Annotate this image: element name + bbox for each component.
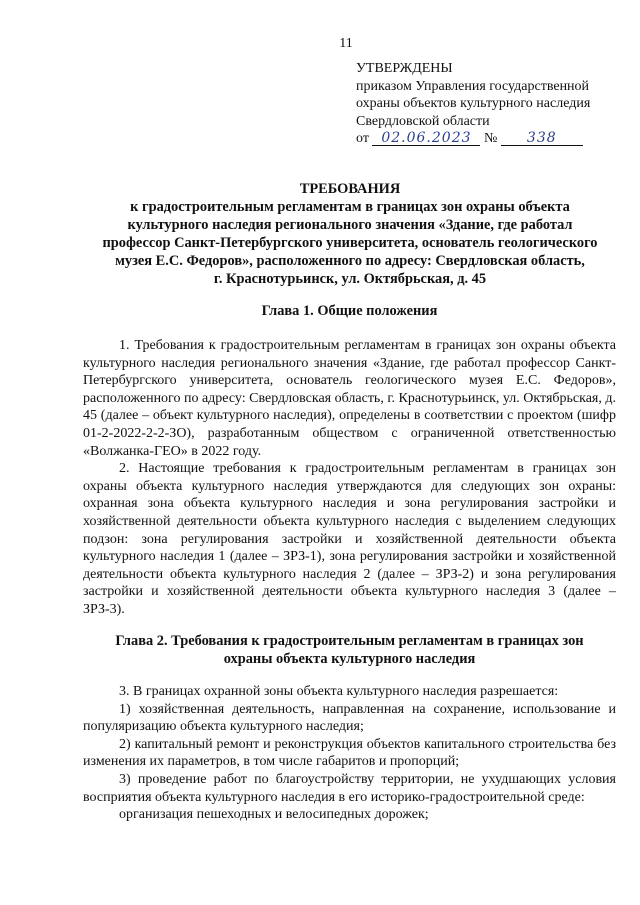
chapter-2-heading-wrap (83, 632, 616, 668)
date-signature: 02.06.2023 (381, 130, 472, 146)
title-heading: ТРЕБОВАНИЯ (299, 181, 401, 197)
title-line-3: профессор Санкт-Петербургского университета, основатель геологического (102, 235, 598, 251)
title-line-4: музея Е.С. Федоров», расположенного по адресу: Свердловская область, (115, 253, 585, 269)
approval-line-2: охраны объектов культурного наследия (356, 96, 591, 111)
chapter-1-heading: Глава 1. Общие положения (261, 303, 438, 319)
approval-date-row (356, 130, 626, 148)
list-item-1: 1) хозяйственная деятельность, направленная на сохранение, использование и популяризацию объекта культурного наследия; (83, 701, 616, 735)
list-item-2: 2) капитальный ремонт и реконструкция объектов капитального строительства без изменения их параметров, в том числе габаритов и пропорций; (83, 736, 616, 770)
paragraph-1: 1. Требования к градостроительным регламентам в границах зон охраны объекта культурного наследия регионального значения «Здание, где работал профессор Санкт-Петербургского университета, основатель геологического музея Е.С. Федоров», расположенного по адресу: Свердловская область, г. Краснотурьинск, ул. Октябрьская, д. 45 (далее – объект культурного наследия), определены в соответствии с проектом (шифр 01-2-2022-2-2-ЗО), разработанным обществом с ограниченной ответственностью «Волжанка-ГЕО» в 2022 году. (83, 338, 616, 459)
paragraph-2: 2. Настоящие требования к градостроительным регламентам в границах зон охраны объекта культурного наследия утверждаются для следующих зон охраны: охранная зона объекта культурного наследия и зона регулирования застройки и хозяйственной деятельности объекта культурного наследия с выделением следующих подзон: зона регулирования застройки и хозяйственной деятельности объекта культурного наследия 1 (далее – ЗРЗ-1), зона регулирования застройки и хозяйственной деятельности объекта культурного наследия 2 (далее – ЗРЗ-2) и зона регулирования застройки и хозяйственной деятельности объекта культурного наследия 3 (далее – ЗРЗ-3). (83, 461, 616, 617)
approval-line-3: Свердловской области (356, 113, 490, 129)
approval-heading: УТВЕРЖДЕНЫ (356, 61, 453, 76)
date-field (372, 132, 480, 146)
number-signature: 338 (526, 130, 557, 146)
number-label: № (483, 131, 498, 146)
paragraph-3: 3. В границах охранной зоны объекта культурного наследия разрешается: (119, 684, 559, 699)
chapter-2-body (83, 683, 616, 824)
title-line-2: культурного наследия регионального значения «Здание, где работал (127, 217, 573, 233)
chapter-2-heading-line-1: Глава 2. Требования к градостроительным регламентам в границах зон (115, 633, 584, 649)
title-line-1: к градостроительным регламентам в границах зон охраны объекта (130, 199, 570, 215)
title-line-5: г. Краснотурьинск, ул. Октябрьская, д. 45 (213, 271, 487, 287)
document-title (60, 180, 640, 288)
approval-line-1: приказом Управления государственной (356, 78, 590, 94)
chapter-1-body (83, 337, 616, 619)
approval-block (356, 60, 626, 148)
chapter-1-heading-wrap (83, 302, 616, 320)
chapter-2-heading-line-2: охраны объекта культурного наследия (223, 651, 476, 667)
list-item-3: 3) проведение работ по благоустройству территории, не ухудшающих условия восприятия объекта культурного наследия в его историко-градостроительной среде: (83, 771, 616, 805)
number-field (501, 132, 583, 146)
from-label: от (356, 131, 369, 146)
page-number: 11 (339, 36, 353, 51)
list-item-4: организация пешеходных и велосипедных дорожек; (119, 807, 429, 823)
